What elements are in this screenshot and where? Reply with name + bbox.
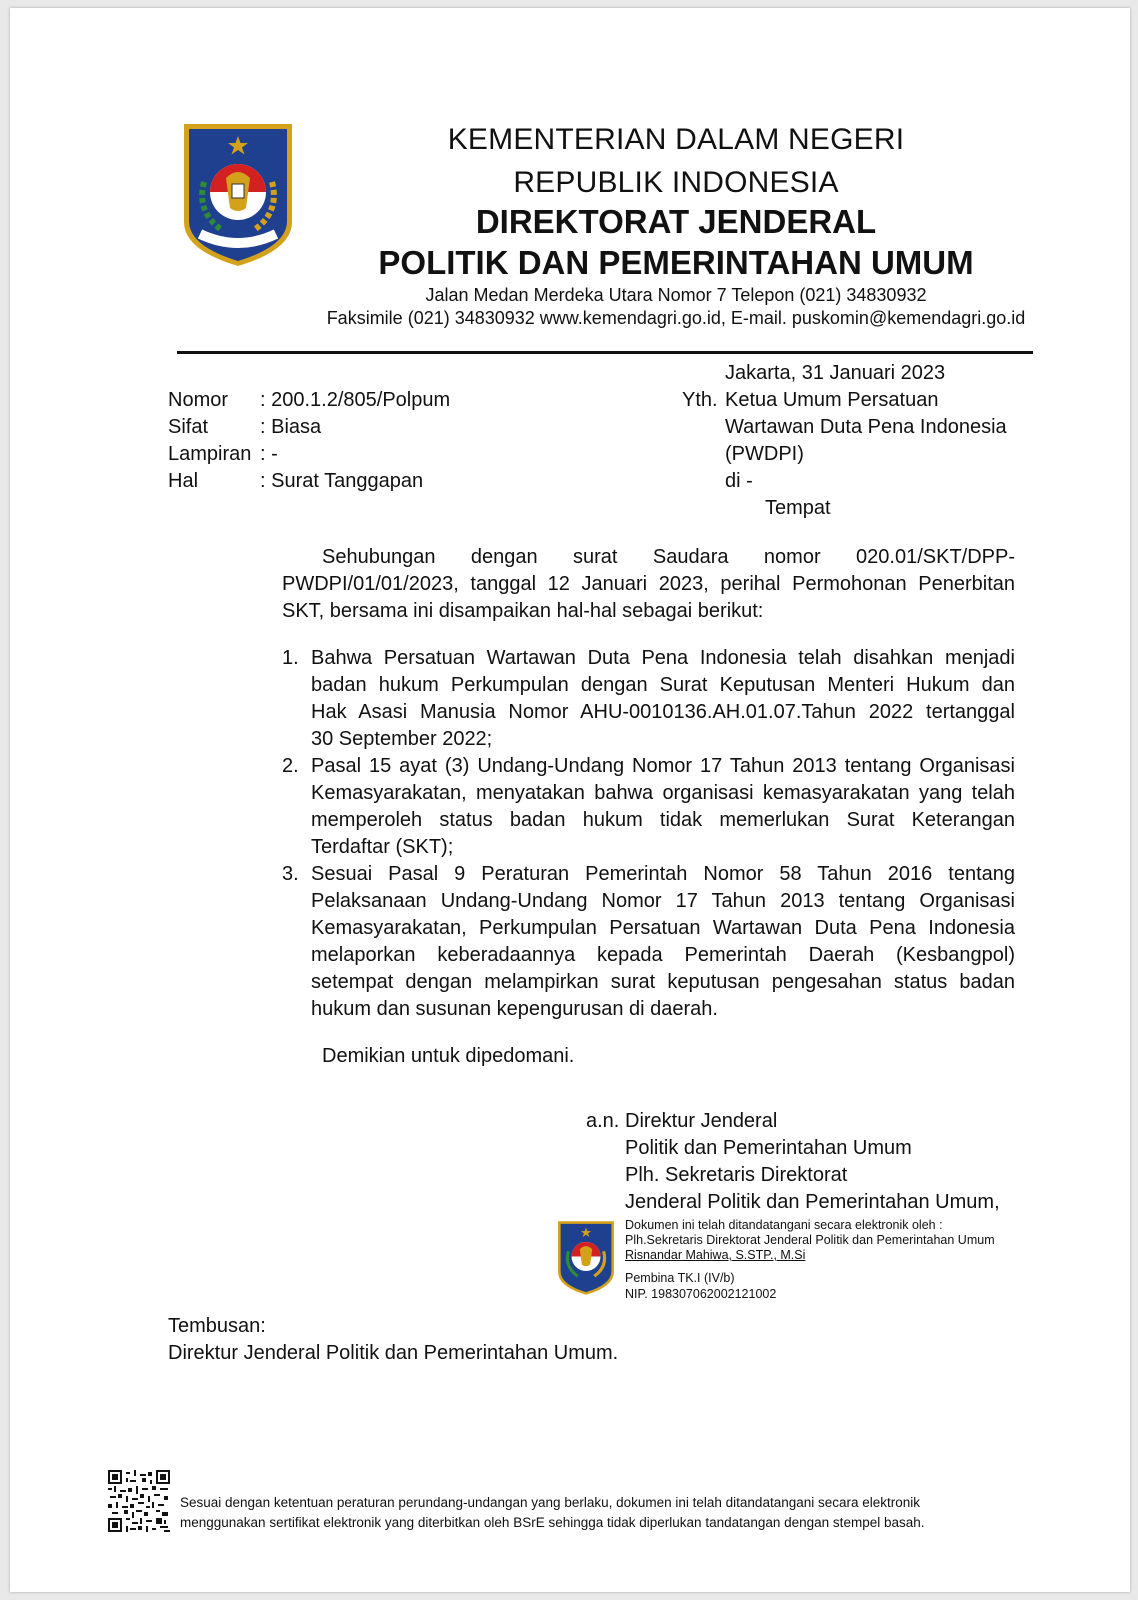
list-item-line: hukum dan susunan kepengurusan di daerah. <box>311 998 718 1020</box>
list-item-line: badan hukum Perkumpulan dengan Surat Keputusan Menteri Hukum dan <box>311 674 1015 696</box>
intro-line: PWDPI/01/01/2023, tanggal 12 Januari 2023, perihal Permohonan Penerbitan <box>282 573 1015 595</box>
list-item-line: Pasal 15 ayat (3) Undang-Undang Nomor 17 Tahun 2013 tentang Organisasi <box>311 755 1015 777</box>
letter-page <box>10 8 1130 1592</box>
recipient-line-3: (PWDPI) <box>725 443 804 465</box>
list-item-line: Kemasyarakatan, Perkumpulan Persatuan Wartawan Duta Pena Indonesia <box>311 917 1015 939</box>
list-item-line: Sesuai Pasal 9 Peraturan Pemerintah Nomor 58 Tahun 2016 tentang <box>311 863 1015 885</box>
header-line-3: DIREKTORAT JENDERAL <box>475 203 877 240</box>
header-address-2: Faksimile (021) 34830932 www.kemendagri.go.id, E-mail. puskomin@kemendagri.go.id <box>326 308 1026 328</box>
list-item-line: memperoleh status badan hukum tidak memerlukan Surat Keterangan <box>311 809 1015 831</box>
list-item-line: setempat dengan melampirkan surat keputusan pengesahan status badan <box>311 971 1015 993</box>
lampiran-label: Lampiran <box>168 443 252 465</box>
lampiran-value: : - <box>260 443 278 465</box>
header-rule <box>177 351 1033 354</box>
esign-emblem-logo <box>557 1220 615 1296</box>
hal-value: : Surat Tanggapan <box>260 470 424 492</box>
list-number: 1. <box>282 647 299 669</box>
signature-line-4: Jenderal Politik dan Pemerintahan Umum, <box>625 1191 1000 1213</box>
qr-code-icon <box>108 1470 170 1532</box>
signature-line-3: Plh. Sekretaris Direktorat <box>625 1164 848 1186</box>
nomor-value: : 200.1.2/805/Polpum <box>260 389 451 411</box>
kemendagri-emblem-logo <box>182 122 294 268</box>
list-item-line: Terdaftar (SKT); <box>311 836 454 858</box>
intro-line: Sehubungan dengan surat Saudara nomor 020.01/SKT/DPP- <box>322 546 1015 568</box>
recipient-yth: Yth. <box>682 389 718 411</box>
list-number: 2. <box>282 755 299 777</box>
recipient-line-1: Ketua Umum Persatuan <box>725 389 939 411</box>
signer-nip: NIP. 198307062002121002 <box>625 1287 777 1301</box>
tembusan-label: Tembusan: <box>168 1315 266 1337</box>
list-item-line: Hak Asasi Manusia Nomor AHU-0010136.AH.01.07.Tahun 2022 tertanggal <box>311 701 1015 723</box>
list-number: 3. <box>282 863 299 885</box>
signature-line-2: Politik dan Pemerintahan Umum <box>625 1137 912 1159</box>
list-item-line: 30 September 2022; <box>311 728 493 750</box>
signature-line-1: Direktur Jenderal <box>625 1110 778 1132</box>
recipient-line-2: Wartawan Duta Pena Indonesia <box>725 416 1007 438</box>
list-item-line: Pelaksanaan Undang-Undang Nomor 17 Tahun 2013 tentang Organisasi <box>311 890 1015 912</box>
nomor-label: Nomor <box>168 389 229 411</box>
letter-date: Jakarta, 31 Januari 2023 <box>725 362 946 384</box>
tembusan-value: Direktur Jenderal Politik dan Pemerintahan Umum. <box>168 1342 619 1364</box>
recipient-line-4: di - <box>725 470 753 492</box>
list-item-line: Bahwa Persatuan Wartawan Duta Pena Indonesia telah disahkan menjadi <box>311 647 1015 669</box>
header-line-4: POLITIK DAN PEMERINTAHAN UMUM <box>378 244 974 281</box>
esign-position: Plh.Sekretaris Direktorat Jenderal Politik dan Pemerintahan Umum <box>625 1233 995 1247</box>
signature-an: a.n. <box>586 1110 620 1132</box>
footer-line-2: menggunakan sertifikat elektronik yang diterbitkan oleh BSrE sehingga tidak diperlukan tandatangan dengan stempel basah. <box>180 1515 925 1530</box>
sifat-value: : Biasa <box>260 416 322 438</box>
recipient-line-5: Tempat <box>765 497 831 519</box>
list-item-line: melaporkan keberadaannya kepada Pemerintah Daerah (Kesbangpol) <box>311 944 1015 966</box>
header-line-2: REPUBLIK INDONESIA <box>513 166 839 199</box>
closing-text: Demikian untuk dipedomani. <box>322 1045 575 1067</box>
footer-line-1: Sesuai dengan ketentuan peraturan perundang-undangan yang berlaku, dokumen ini telah ditandatangani secara elektronik <box>180 1495 921 1510</box>
esign-note: Dokumen ini telah ditandatangani secara elektronik oleh : <box>625 1218 943 1232</box>
hal-label: Hal <box>168 470 199 492</box>
header-line-1: KEMENTERIAN DALAM NEGERI <box>447 123 905 156</box>
sifat-label: Sifat <box>168 416 209 438</box>
list-item-line: Kemasyarakatan, menyatakan bahwa organisasi kemasyarakatan yang telah <box>311 782 1015 804</box>
intro-line: SKT, bersama ini disampaikan hal-hal sebagai berikut: <box>282 600 764 622</box>
header-address-1: Jalan Medan Merdeka Utara Nomor 7 Telepon (021) 34830932 <box>425 285 927 305</box>
signer-name: Risnandar Mahiwa, S.STP., M.Si <box>625 1248 806 1262</box>
signer-rank: Pembina TK.I (IV/b) <box>625 1271 735 1285</box>
